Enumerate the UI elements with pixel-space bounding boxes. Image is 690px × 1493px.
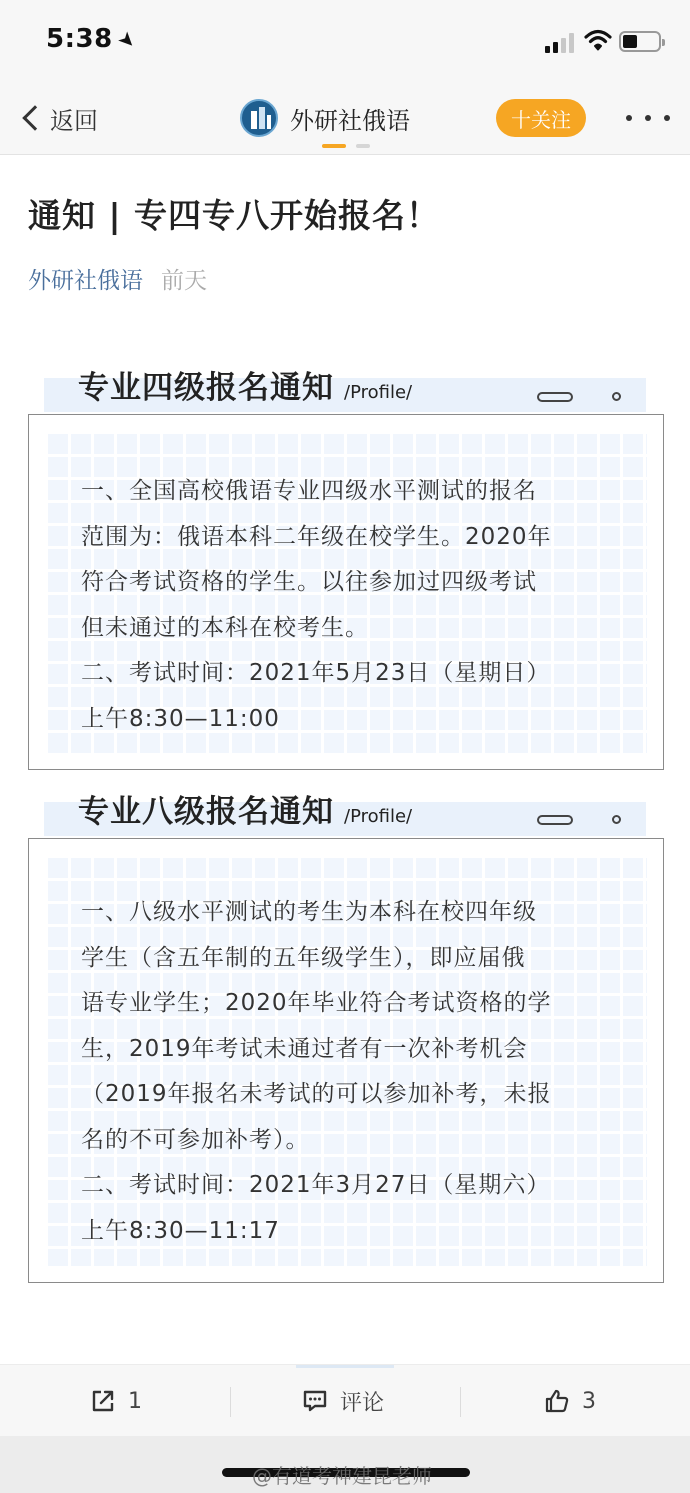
notice-line: 名的不可参加补考）。 <box>81 1126 310 1153</box>
account-name[interactable]: 外研社俄语 <box>290 106 410 135</box>
notice-line: 生，2019年考试未通过者有一次补考机会 <box>81 1035 528 1062</box>
like-count: 3 <box>582 1388 596 1414</box>
thumbs-up-icon <box>544 1388 570 1414</box>
notice-line: 上午8:30—11:00 <box>81 705 280 732</box>
nav-bar <box>0 80 690 155</box>
notice-line: 上午8:30—11:17 <box>81 1217 280 1244</box>
notice-line: （2019年报名未考试的可以参加补考，未报 <box>81 1081 552 1107</box>
account-header[interactable] <box>240 98 410 138</box>
action-bar <box>0 1364 690 1436</box>
notice-heading-1 <box>78 362 412 407</box>
scroll-indicator <box>296 1365 394 1368</box>
circle-decoration-icon <box>612 392 621 401</box>
notice-line: 一、八级水平测试的考生为本科在校四年级 <box>81 899 537 925</box>
notice-line: 但未通过的本科在校考生。 <box>81 614 369 641</box>
wifi-icon <box>584 28 612 52</box>
post-time: 前天 <box>161 268 207 294</box>
notice-box-1 <box>28 414 664 770</box>
notice-line: 二、考试时间：2021年3月27日（星期六） <box>81 1172 551 1198</box>
article-title: 通知 | 专四专八开始报名！ <box>28 196 441 235</box>
circle-decoration-icon <box>612 815 621 824</box>
page-indicator <box>322 144 372 148</box>
notice-tag: /Profile/ <box>344 806 413 827</box>
chevron-left-icon <box>22 105 47 130</box>
author-link[interactable]: 外研社俄语 <box>28 268 143 294</box>
status-time-text: 5:38 <box>46 24 113 54</box>
back-button[interactable] <box>18 100 98 136</box>
divider <box>230 1387 231 1417</box>
more-options-icon[interactable] <box>626 108 670 128</box>
notice-line: 一、全国高校俄语专业四级水平测试的报名 <box>81 478 537 504</box>
article-meta <box>28 262 207 295</box>
notice-heading-text: 专业四级报名通知 <box>78 370 334 406</box>
notice-line: 二、考试时间：2021年5月23日（星期日） <box>81 660 551 686</box>
notice-box-2 <box>28 838 664 1283</box>
share-button[interactable] <box>90 1383 142 1419</box>
cellular-signal-icon <box>545 31 577 53</box>
notice-body-1 <box>81 469 633 742</box>
notice-tag: /Profile/ <box>344 382 413 403</box>
comment-label: 评论 <box>340 1390 385 1416</box>
notice-line: 语专业学生；2020年毕业符合考试资格的学 <box>81 990 552 1016</box>
watermark: @有道考神建昆老师 <box>252 1464 432 1488</box>
back-label: 返回 <box>50 106 98 135</box>
notice-body-2 <box>81 890 633 1254</box>
comment-button[interactable] <box>302 1383 384 1419</box>
pill-decoration-icon <box>537 815 573 825</box>
share-icon <box>90 1388 116 1414</box>
status-time <box>46 24 142 55</box>
notice-heading-2 <box>78 786 412 831</box>
location-arrow-icon: ➤ <box>112 25 142 55</box>
follow-button[interactable]: 十关注 <box>496 99 586 137</box>
pill-decoration-icon <box>537 392 573 402</box>
like-button[interactable] <box>544 1383 596 1419</box>
share-count: 1 <box>128 1388 142 1414</box>
battery-icon <box>619 31 661 52</box>
notice-line: 范围为：俄语本科二年级在校学生。2020年 <box>81 523 552 550</box>
status-bar <box>0 0 690 80</box>
divider <box>460 1387 461 1417</box>
notice-line: 学生（含五年制的五年级学生），即应届俄 <box>81 944 526 971</box>
notice-line: 符合考试资格的学生。以往参加过四级考试 <box>81 569 537 595</box>
avatar[interactable] <box>240 99 278 137</box>
comment-icon <box>302 1389 328 1413</box>
notice-heading-text: 专业八级报名通知 <box>78 794 334 830</box>
